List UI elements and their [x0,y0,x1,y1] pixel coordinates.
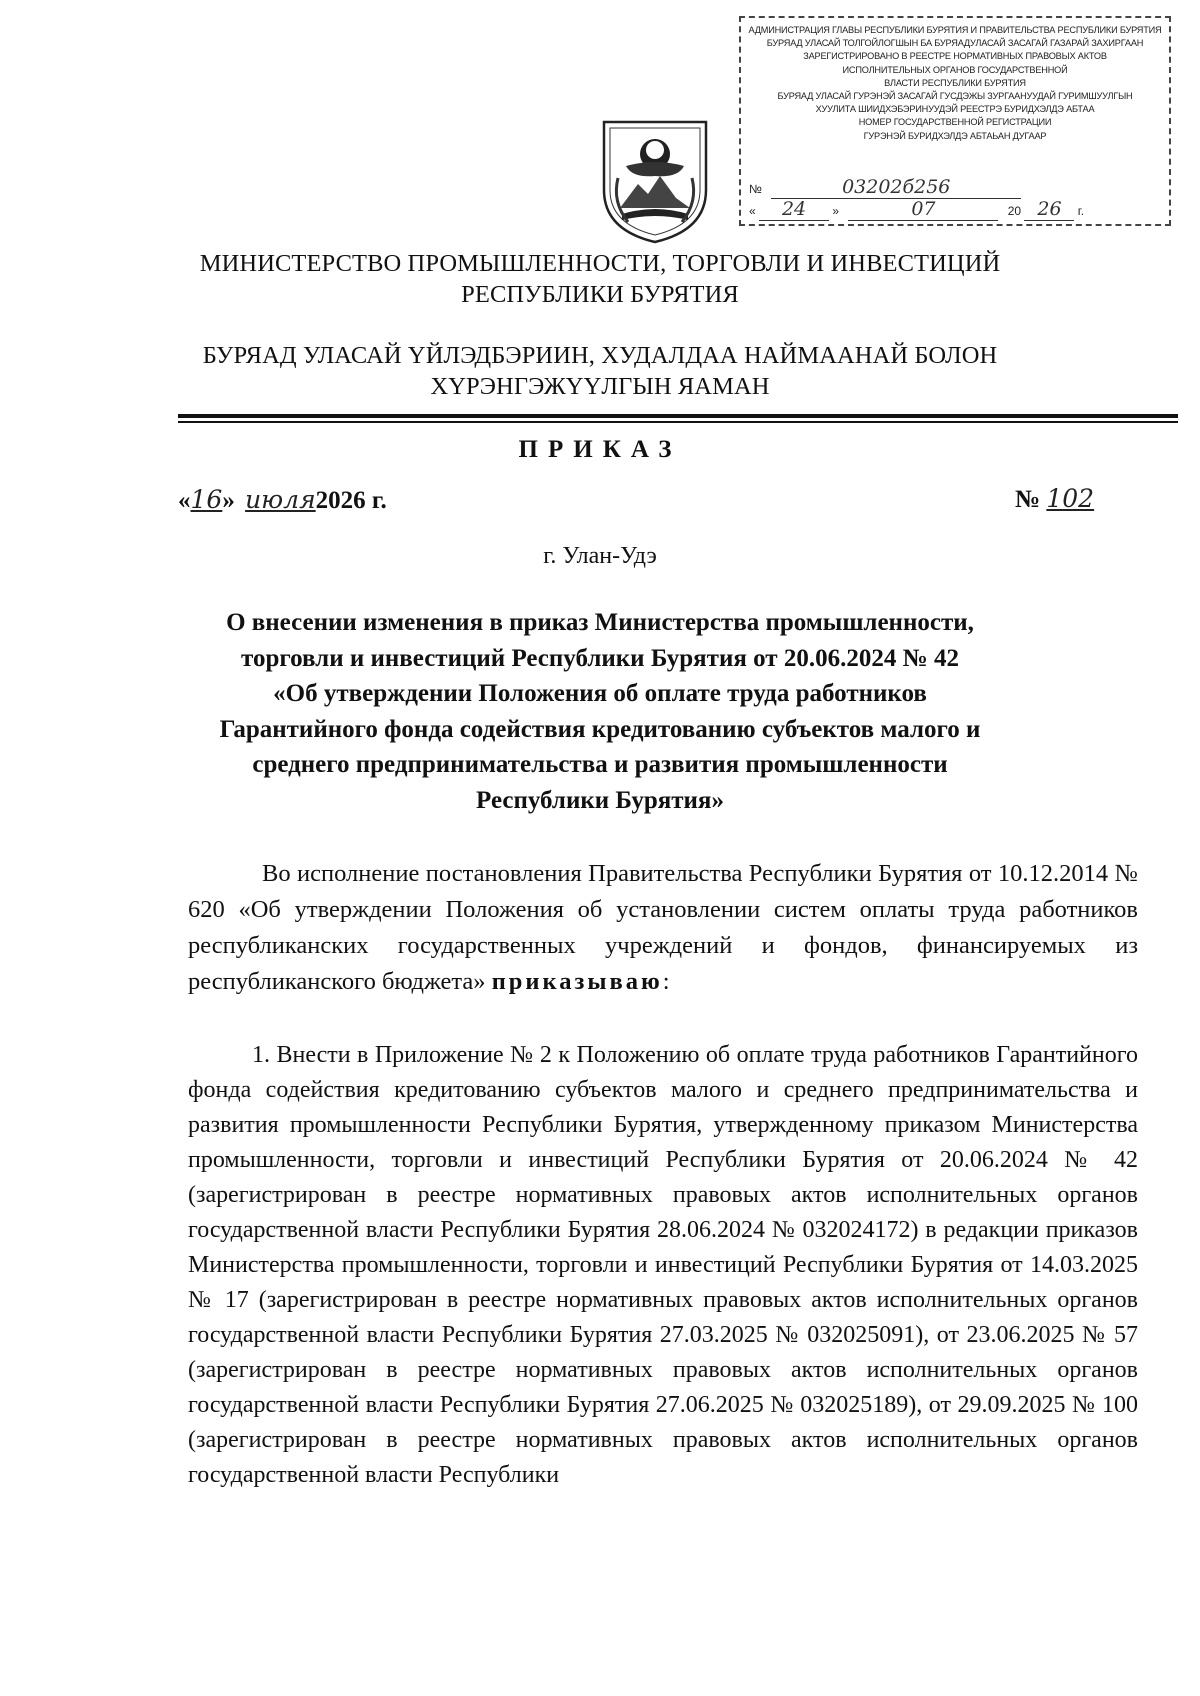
date-day-handwritten: 16 [190,485,223,514]
stamp-number-row [749,176,1161,199]
ministry-bua-line: БУРЯАД УЛАСАЙ ҮЙЛЭДБЭРИИН, ХУДАЛДАА НАЙМААНАЙ БОЛОН [202,342,998,369]
date-month-handwritten: июля [245,485,316,514]
ministry-name-ru [150,248,1050,310]
stamp-date-open: « [749,204,756,218]
stamp-date-row [749,198,1161,221]
date-close-quote: » [222,487,235,514]
header-divider-thin [178,421,1178,423]
stamp-line: ЗАРЕГИСТРИРОВАНО В РЕЕСТРЕ НОРМАТИВНЫХ ПРАВОВЫХ АКТОВ [803,51,1107,62]
ministry-bua-line: ХҮРЭНГЭЖҮҮЛГЫН ЯАМАН [430,373,770,400]
ministry-ru-line: МИНИСТЕРСТВО ПРОМЫШЛЕННОСТИ, ТОРГОВЛИ И ИНВЕСТИЦИЙ [199,250,1001,277]
title-line: торговли и инвестиций Республики Бурятия от 20.06.2024 № 42 [241,644,959,672]
order-city: г. Улан-Удэ [543,543,657,569]
ministry-ru-line: РЕСПУБЛИКИ БУРЯТИЯ [461,281,739,308]
title-line: Гарантийного фонда содействия кредитованию субъектов малого и [219,715,981,743]
stamp-line: ВЛАСТИ РЕСПУБЛИКИ БУРЯТИЯ [884,77,1026,88]
order-date [178,485,387,515]
title-line: Республики Бурятия» [476,786,724,814]
stamp-date-month: 07 [911,198,936,220]
stamp-date-day: 24 [781,198,807,220]
stamp-line: ГУРЭНЭЙ БУРИДХЭЛДЭ АБТАЬАН ДУГААР [863,130,1047,141]
number-handwritten: 102 [1046,484,1095,513]
preamble-text: Во исполнение постановления Правительства Республики Бурятия от 10.12.2014 № 620 «Об утверждении Положения об установлении систем оплаты труда работников республиканских государственных учреждений и фондов, финансируемых из республиканского бюджета» [188,860,1138,995]
title-line: среднего предпринимательства и развития промышленности [252,751,948,779]
stamp-reg-number: 03202б256 [842,176,951,198]
preamble-paragraph [188,856,1138,1000]
header-divider-thick [178,414,1178,418]
stamp-line: ХУУЛИТА ШИИДХЭБЭРИНУУДЭЙ РЕЕСТРЭ БУРИДХЭЛДЭ АБТАА [815,104,1095,115]
date-year: 2026 г. [315,487,387,514]
order-item-1: 1. Внести в Приложение № 2 к Положению об оплате труда работников Гарантийного фонда содействия кредитованию субъектов малого и среднего предпринимательства и развития промышленности Республики Бурятия, утвержденному приказом Министерства промышленности, торговли и инвестиций Республики Бурятия от 20.06.2024 № 42 (зарегистрирован в реестре нормативных правовых актов исполнительных органов государственной власти Республики Бурятия 28.06.2024 № 032024172) в редакции приказов Министерства промышленности, торговли и инвестиций Республики Бурятия от 14.03.2025 № 17 (зарегистрирован в реестре нормативных правовых актов исполнительных органов государственной власти Республики Бурятия 27.03.2025 № 032025091), от 23.06.2025 № 57 (зарегистрирован в реестре нормативных правовых актов исполнительных органов государственной власти Республики Бурятия 27.06.2025 № 032025189), от 29.09.2025 № 100 (зарегистрирован в реестре нормативных правовых актов исполнительных органов государственной власти Республики [188,1042,1138,1488]
document-type-heading: ПРИКАЗ [518,436,682,463]
ministry-name-bua [150,340,1050,402]
title-line: «Об утверждении Положения об оплате труда работников [273,680,927,708]
stamp-line: НОМЕР ГОСУДАРСТВЕННОЙ РЕГИСТРАЦИИ [858,117,1052,128]
preamble-colon: : [662,968,670,995]
stamp-line: ИСПОЛНИТЕЛЬНЫХ ОРГАНОВ ГОСУДАРСТВЕННОЙ [842,64,1068,75]
order-number [1015,484,1094,514]
stamp-line: БУРЯАД УЛАСАЙ ТОЛГОЙЛОГШЫН БА БУРЯАДУЛАСАЙ ЗАСАГАЙ ГАЗАРАЙ ЗАХИРГААН [766,38,1144,49]
stamp-date-suffix: г. [1077,204,1085,218]
date-open-quote: « [178,487,191,514]
order-title [150,605,1050,819]
preamble-command: приказываю [491,968,663,995]
title-line: О внесении изменения в приказ Министерства промышленности, [226,609,974,636]
stamp-date-year-prefix: 20 [1007,204,1022,218]
stamp-date-year: 26 [1037,198,1062,220]
coat-of-arms-icon [598,118,712,246]
number-label: № [1015,486,1041,513]
registration-stamp [739,16,1171,226]
stamp-date-close: » [832,204,840,218]
stamp-number-label: № [749,182,762,196]
stamp-line: БУРЯАД УЛАСАЙ ГУРЭНЭЙ ЗАСАГАЙ ГУСДЭЖЫ ЗУРГААНУУДАЙ ГУРИМШУУЛГЫН [777,91,1133,102]
stamp-line: АДМИНИСТРАЦИЯ ГЛАВЫ РЕСПУБЛИКИ БУРЯТИЯ И ПРАВИТЕЛЬСТВА РЕСПУБЛИКИ БУРЯТИЯ [748,25,1162,35]
